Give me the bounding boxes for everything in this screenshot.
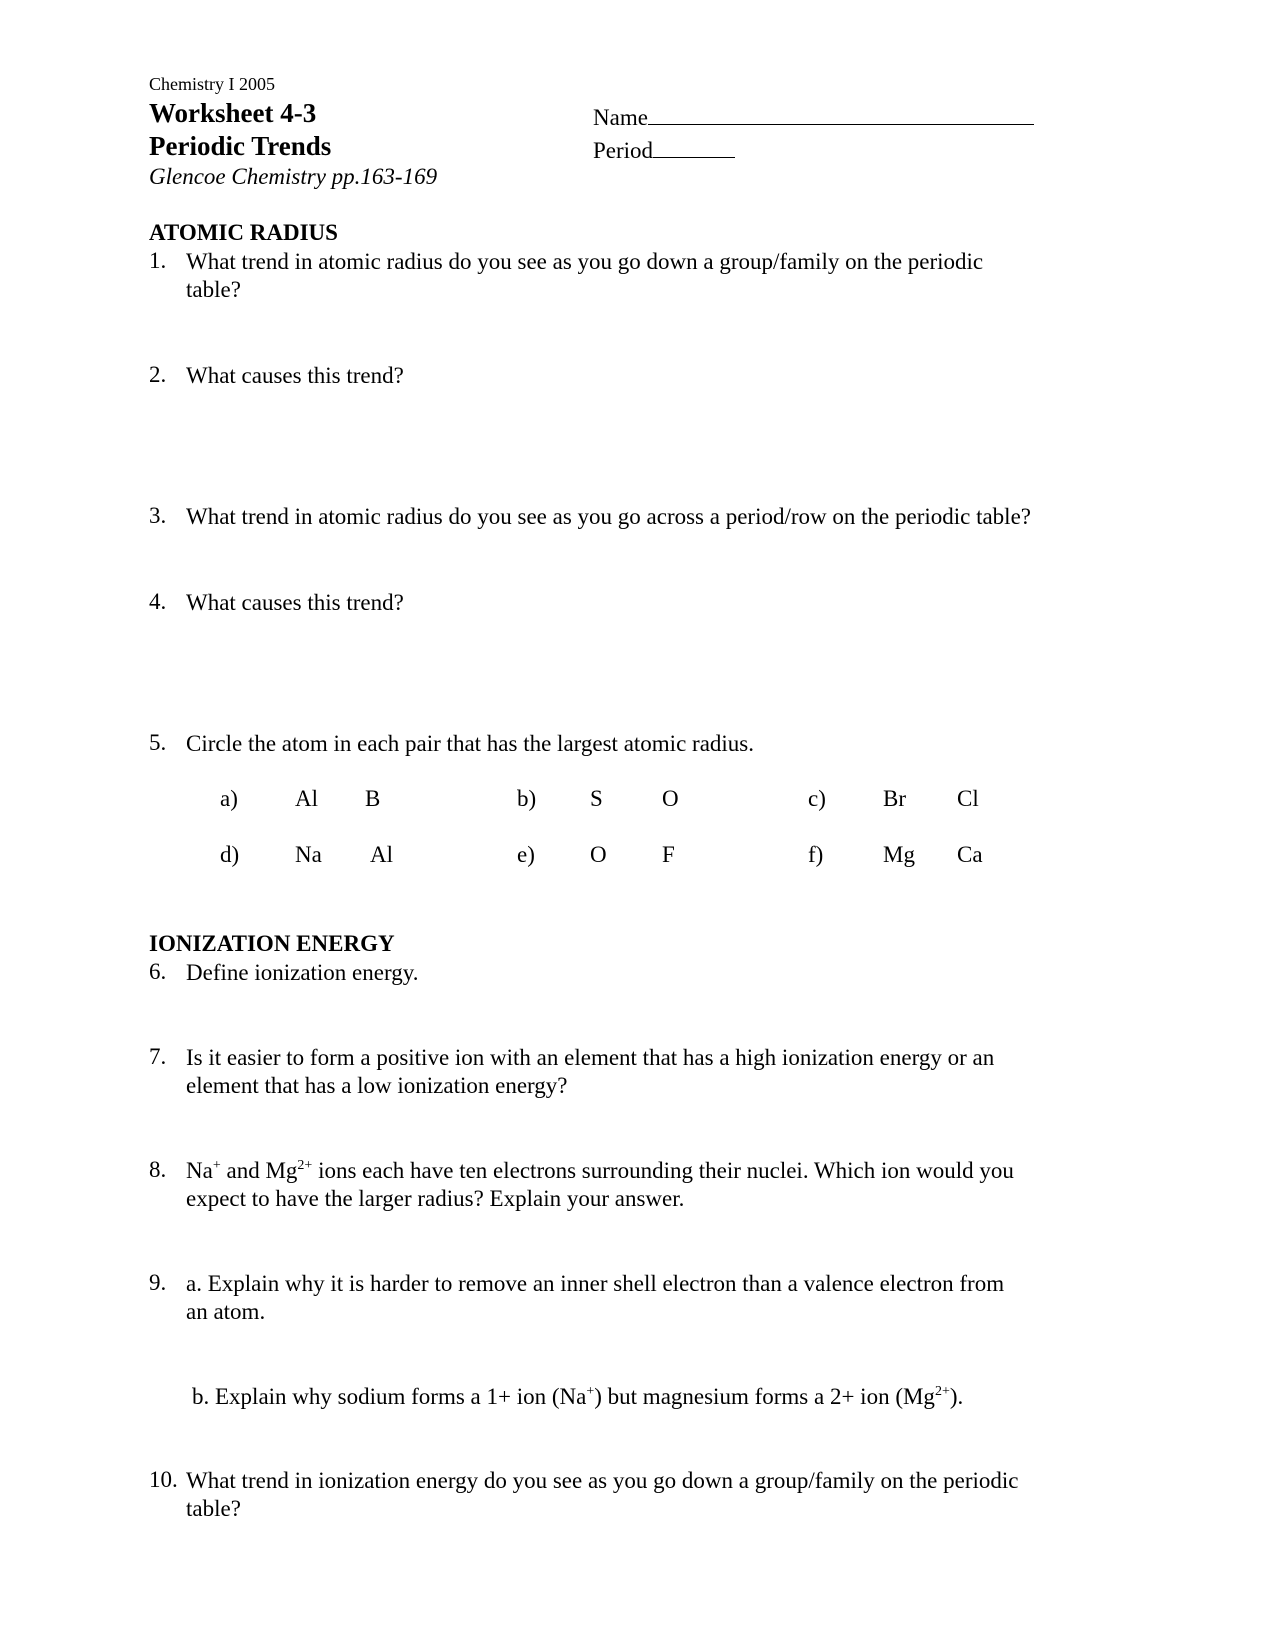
- period-input-line[interactable]: [653, 135, 735, 158]
- worksheet-number: Worksheet 4-3: [149, 98, 317, 128]
- question-number: 4.: [149, 589, 167, 614]
- question-number: 10.: [149, 1467, 178, 1492]
- pair-atom[interactable]: Ca: [957, 842, 983, 867]
- name-field-row: [593, 102, 1034, 132]
- pair-atom[interactable]: F: [662, 842, 675, 867]
- pair-atom[interactable]: Mg: [883, 842, 915, 867]
- question-text: Na+ and $Mg^{2+}$ ions each have ten electrons surrounding their nuclei. Which ion would you: [186, 1158, 1014, 1183]
- question-text: an atom.: [186, 1299, 266, 1324]
- pair-atom[interactable]: S: [590, 786, 603, 811]
- pair-atom[interactable]: Br: [883, 786, 906, 811]
- pair-atom[interactable]: Al: [370, 842, 393, 867]
- pair-label: c): [808, 786, 826, 811]
- question-number: 1.: [149, 248, 167, 273]
- pair-label: d): [220, 842, 240, 867]
- name-input-line[interactable]: [648, 102, 1034, 125]
- pair-atom[interactable]: Cl: [957, 786, 979, 811]
- pair-atom[interactable]: Na: [295, 842, 322, 867]
- question-text: table?: [186, 277, 241, 302]
- question-number: 5.: [149, 730, 167, 755]
- section-heading-atomic-radius: ATOMIC RADIUS: [149, 220, 338, 245]
- question-text: What causes this trend?: [186, 590, 404, 615]
- course-label: Chemistry I 2005: [149, 74, 275, 94]
- question-text: Circle the atom in each pair that has the largest atomic radius.: [186, 731, 754, 756]
- period-label: Period: [593, 138, 654, 163]
- question-number: 6.: [149, 959, 167, 984]
- pair-label: e): [517, 842, 535, 867]
- section-heading-ionization-energy: IONIZATION ENERGY: [149, 931, 395, 956]
- question-number: 3.: [149, 503, 167, 528]
- question-text: Define ionization energy.: [186, 960, 419, 985]
- question-number: 2.: [149, 362, 167, 387]
- name-label: Name: [593, 105, 648, 130]
- question-text: What causes this trend?: [186, 363, 404, 388]
- question-number: 8.: [149, 1157, 167, 1182]
- page-title: Periodic Trends: [149, 131, 332, 161]
- period-field-row: [593, 135, 735, 165]
- pair-atom[interactable]: Al: [295, 786, 318, 811]
- question-text: a. Explain why it is harder to remove an inner shell electron than a valence electron from: [186, 1271, 1005, 1296]
- pair-atom[interactable]: B: [365, 786, 381, 811]
- question-text: expect to have the larger radius? Explain your answer.: [186, 1186, 685, 1211]
- pair-label: a): [220, 786, 238, 811]
- question-number: 7.: [149, 1044, 167, 1069]
- question-text: What trend in atomic radius do you see as you go across a period/row on the periodic table?: [186, 504, 1031, 529]
- pair-atom[interactable]: O: [590, 842, 607, 867]
- question-text: What trend in atomic radius do you see as you go down a group/family on the periodic: [186, 249, 984, 274]
- pair-label: f): [808, 842, 824, 867]
- source-reference: Glencoe Chemistry pp.163-169: [149, 164, 438, 189]
- pair-atom[interactable]: O: [662, 786, 679, 811]
- question-text: b. Explain why sodium forms a 1+ ion (Na+) but magnesium forms a 2+ ion $(Mg^{2+})$.: [192, 1384, 964, 1409]
- question-text: Is it easier to form a positive ion with an element that has a high ionization energy or an: [186, 1045, 995, 1070]
- question-text: table?: [186, 1496, 241, 1521]
- question-number: 9.: [149, 1270, 167, 1295]
- question-text: What trend in ionization energy do you see as you go down a group/family on the periodic: [186, 1468, 1019, 1493]
- pair-label: b): [517, 786, 537, 811]
- question-text: element that has a low ionization energy?: [186, 1073, 568, 1098]
